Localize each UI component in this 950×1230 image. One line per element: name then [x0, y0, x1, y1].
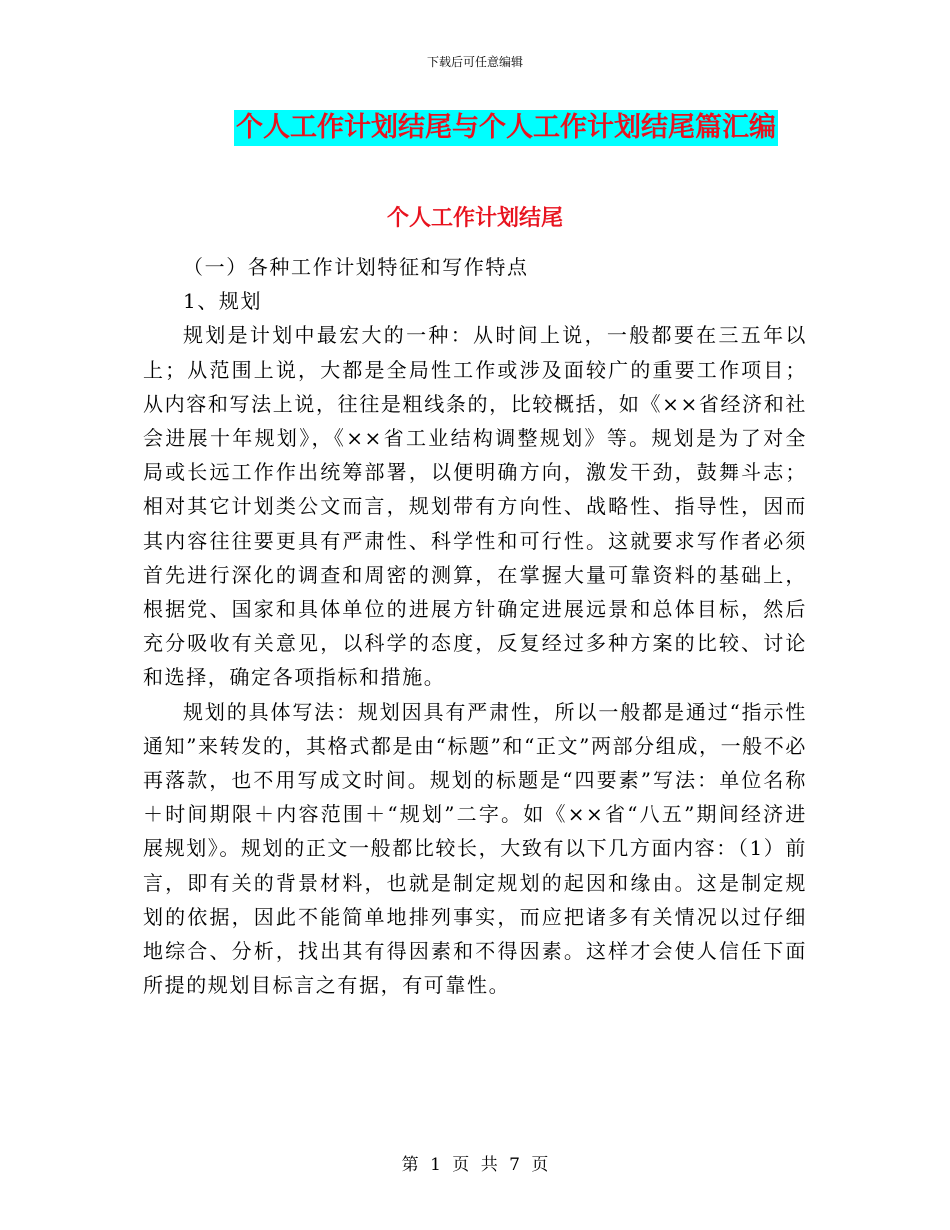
subheading-features: （一）各种工作计划特征和写作特点	[183, 255, 529, 279]
paragraph-planning-overview: 规划是计划中最宏大的一种：从时间上说，一般都要在三五年以上；从范围上说，大都是全局性工作或涉及面较广的重要工作项目；从内容和写法上说，往往是粗线条的，比较概括，如《××省经济和社会进展十年规划》，《××省工业结构调整规划》等。规划是为了对全局或长远工作作出统筹部署，以便明确方向，激发干劲，鼓舞斗志；相对其它计划类公文而言，规划带有方向性、战略性、指导性，因而其内容往往要更具有严肃性、科学性和可行性。这就要求写作者必须首先进行深化的调查和周密的测算，在掌握大量可靠资料的基础上，根据党、国家和具体单位的进展方针确定进展远景和总体目标，然后充分吸收有关意见，以科学的态度，反复经过多种方案的比较、讨论和选择，确定各项指标和措施。	[143, 323, 807, 690]
subheading-planning: 1、规划	[183, 289, 263, 314]
section-title: 个人工作计划结尾	[386, 205, 563, 231]
footer-suffix: 页	[531, 1155, 549, 1175]
footer-prefix: 第	[401, 1155, 419, 1175]
total-page-count: 7	[509, 1155, 520, 1175]
page-header-note: 下载后可任意编辑	[426, 55, 523, 69]
current-page-number: 1	[430, 1155, 441, 1175]
document-title: 个人工作计划结尾与个人工作计划结尾篇汇编	[234, 110, 778, 146]
footer-mid: 页 共	[452, 1155, 498, 1175]
paragraph-planning-writing: 规划的具体写法：规划因具有严肃性，所以一般都是通过“指示性通知”来转发的，其格式都是由“标题”和“正文”两部分组成，一般不必再落款，也不用写成文时间。规划的标题是“四要素”写法：单位名称＋时间期限＋内容范围＋“规划”二字。如《××省“八五”期间经济进展规划》。规划的正文一般都比较长，大致有以下几方面内容：（1）前言，即有关的背景材料，也就是制定规划的起因和缘由。这是制定规划的依据，因此不能简单地排列事实，而应把诸多有关情况以过仔细地综合、分析，找出其有得因素和不得因素。这样才会使人信任下面所提的规划目标言之有据，有可靠性。	[143, 699, 807, 998]
document-body	[143, 250, 807, 1002]
page-footer	[0, 1154, 950, 1176]
